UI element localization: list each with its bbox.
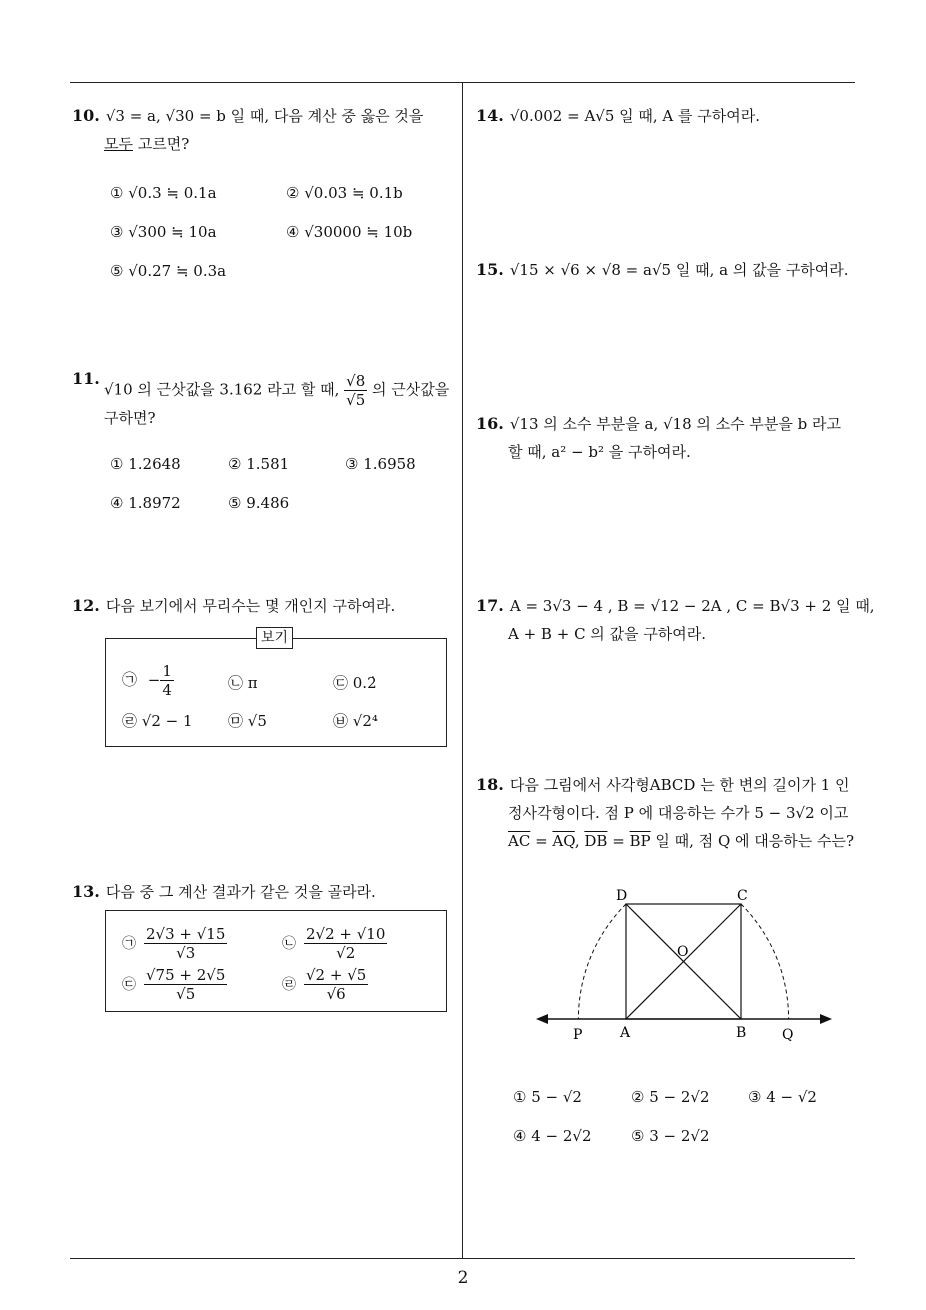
question-stem-cont: 의 근삿값을 bbox=[372, 380, 450, 399]
question-11-stem-2: 구하면? bbox=[104, 409, 156, 427]
arc-from-b bbox=[578, 904, 626, 1019]
question-11-stem bbox=[104, 372, 464, 409]
minus-sign: − bbox=[147, 670, 161, 689]
choice-5[interactable]: ⑤ √0.27 ≒ 0.3a bbox=[110, 262, 227, 280]
label-a: A bbox=[620, 1025, 631, 1041]
question-stem: 다음 보기에서 무리수는 몇 개인지 구하여라. bbox=[105, 597, 396, 615]
underlined-word: 모두 bbox=[104, 135, 133, 153]
item-mark: ㉠ bbox=[122, 670, 138, 689]
page-number: 2 bbox=[457, 1268, 469, 1288]
segment-db: $\overline{DB}$ bbox=[584, 832, 608, 850]
question-13 bbox=[72, 878, 376, 906]
fraction-denominator: √3 bbox=[176, 944, 196, 962]
question-stem: √10 의 근삿값을 3.162 라고 할 때, bbox=[104, 380, 340, 399]
question-stem-cont: 고르면? bbox=[132, 135, 190, 153]
question-stem-cont: A + B + C 의 값을 구하여라. bbox=[508, 625, 707, 643]
label-o: O bbox=[677, 944, 689, 960]
choice-2[interactable]: ② √0.03 ≒ 0.1b bbox=[286, 184, 403, 202]
segment-bp: $\overline{BP}$ bbox=[629, 832, 651, 850]
equals: = bbox=[607, 832, 630, 850]
example-item-3: ㉢ 0.2̇ bbox=[333, 674, 377, 692]
choice-1[interactable]: ① 1.2648 bbox=[110, 455, 181, 473]
question-number: 12. bbox=[72, 596, 100, 615]
fraction bbox=[304, 925, 387, 962]
arc-from-a bbox=[741, 904, 789, 1019]
fraction-numerator: 2√2 + √10 bbox=[306, 925, 386, 943]
expression-2 bbox=[282, 925, 387, 962]
equals: = bbox=[530, 832, 553, 850]
expression-3 bbox=[122, 966, 227, 1003]
question-number: 16. bbox=[476, 414, 504, 433]
fraction-denominator: √5 bbox=[346, 391, 366, 409]
item-mark: ㉡ bbox=[282, 935, 296, 952]
question-10 bbox=[72, 102, 452, 158]
fraction bbox=[304, 966, 368, 1003]
fraction-denominator: √2 bbox=[336, 944, 356, 962]
choice-3[interactable]: ③ 1.6958 bbox=[345, 455, 416, 473]
question-stem: √3 = a, √30 = b 일 때, 다음 계산 중 옳은 것을 bbox=[105, 107, 424, 125]
label-c: C bbox=[737, 888, 748, 904]
question-17 bbox=[476, 592, 875, 648]
question-stem: 다음 그림에서 사각형ABCD 는 한 변의 길이가 1 인 bbox=[509, 776, 850, 794]
fraction-numerator: 2√3 + √15 bbox=[146, 925, 226, 943]
expression-4 bbox=[282, 966, 368, 1003]
fraction-numerator: √8 bbox=[346, 372, 366, 390]
question-number: 18. bbox=[476, 775, 504, 794]
question-number: 13. bbox=[72, 882, 100, 901]
example-item-5: ㉤ √5 bbox=[228, 712, 267, 730]
choice-3[interactable]: ③ 4 − √2 bbox=[748, 1088, 817, 1106]
question-16 bbox=[476, 410, 841, 466]
square-number-line-figure bbox=[530, 880, 840, 1050]
fraction bbox=[144, 925, 227, 962]
item-mark: ㉠ bbox=[122, 935, 136, 952]
label-d: D bbox=[616, 888, 628, 904]
example-box-label: 보기 bbox=[256, 627, 293, 649]
example-item-1 bbox=[122, 662, 174, 699]
choice-3[interactable]: ③ √300 ≒ 10a bbox=[110, 223, 217, 241]
example-item-2: ㉡ π bbox=[228, 674, 258, 692]
choice-1[interactable]: ① √0.3 ≒ 0.1a bbox=[110, 184, 217, 202]
choice-2[interactable]: ② 5 − 2√2 bbox=[631, 1088, 710, 1106]
question-number: 10. bbox=[72, 106, 100, 125]
choice-4[interactable]: ④ √30000 ≒ 10b bbox=[286, 223, 413, 241]
question-14 bbox=[476, 102, 760, 130]
example-item-4: ㉣ √2 − 1 bbox=[122, 712, 193, 730]
segment-aq: $\overline{AQ}$ bbox=[552, 832, 575, 850]
choice-5[interactable]: ⑤ 9.486 bbox=[228, 494, 290, 512]
arrow-left-icon bbox=[536, 1014, 548, 1024]
fraction-denominator: √6 bbox=[326, 985, 346, 1003]
question-stem-cont-2 bbox=[508, 832, 854, 850]
label-b: B bbox=[736, 1025, 747, 1041]
fraction-denominator: 4 bbox=[162, 681, 172, 699]
question-number: 17. bbox=[476, 596, 504, 615]
example-item-6: ㉥ √2⁴ bbox=[333, 712, 378, 730]
label-q: Q bbox=[782, 1027, 794, 1043]
question-stem-end: 일 때, 점 Q 에 대응하는 수는? bbox=[650, 832, 855, 850]
column-divider bbox=[462, 83, 463, 1258]
question-stem-cont: 정사각형이다. 점 P 에 대응하는 수가 5 − 3√2 이고 bbox=[508, 804, 849, 822]
label-p: P bbox=[573, 1027, 583, 1043]
arrow-right-icon bbox=[820, 1014, 832, 1024]
fraction bbox=[144, 966, 227, 1003]
question-stem: √15 × √6 × √8 = a√5 일 때, a 의 값을 구하여라. bbox=[509, 261, 849, 279]
question-stem: √0.002 = A√5 일 때, A 를 구하여라. bbox=[509, 107, 761, 125]
separator: , bbox=[574, 832, 585, 850]
fraction bbox=[344, 372, 367, 409]
question-stem: √13 의 소수 부분을 a, √18 의 소수 부분을 b 라고 bbox=[509, 415, 841, 433]
question-stem: 다음 중 그 계산 결과가 같은 것을 골라라. bbox=[105, 883, 376, 901]
choice-2[interactable]: ② 1.581 bbox=[228, 455, 290, 473]
question-18 bbox=[476, 771, 861, 855]
question-number: 14. bbox=[476, 106, 504, 125]
expression-1 bbox=[122, 925, 227, 962]
question-stem: A = 3√3 − 4 , B = √12 − 2A , C = B√3 + 2 일 때, bbox=[509, 597, 875, 615]
choice-5[interactable]: ⑤ 3 − 2√2 bbox=[631, 1127, 710, 1145]
fraction-denominator: √5 bbox=[176, 985, 196, 1003]
fraction-numerator: √75 + 2√5 bbox=[146, 966, 226, 984]
choice-4[interactable]: ④ 1.8972 bbox=[110, 494, 181, 512]
segment-ac: $\overline{AC}$ bbox=[508, 832, 531, 850]
item-mark: ㉣ bbox=[282, 976, 296, 993]
question-12 bbox=[72, 592, 395, 620]
fraction bbox=[160, 662, 174, 699]
fraction-numerator: 1 bbox=[162, 662, 172, 680]
bottom-rule bbox=[70, 1258, 855, 1259]
item-mark: ㉢ bbox=[122, 976, 136, 993]
question-stem-cont: 할 때, a² − b² 을 구하여라. bbox=[508, 443, 691, 461]
question-number: 15. bbox=[476, 260, 504, 279]
choice-1[interactable]: ① 5 − √2 bbox=[513, 1088, 582, 1106]
question-15 bbox=[476, 256, 849, 284]
choice-4[interactable]: ④ 4 − 2√2 bbox=[513, 1127, 592, 1145]
question-number: 11. bbox=[72, 369, 100, 388]
fraction-numerator: √2 + √5 bbox=[306, 966, 367, 984]
